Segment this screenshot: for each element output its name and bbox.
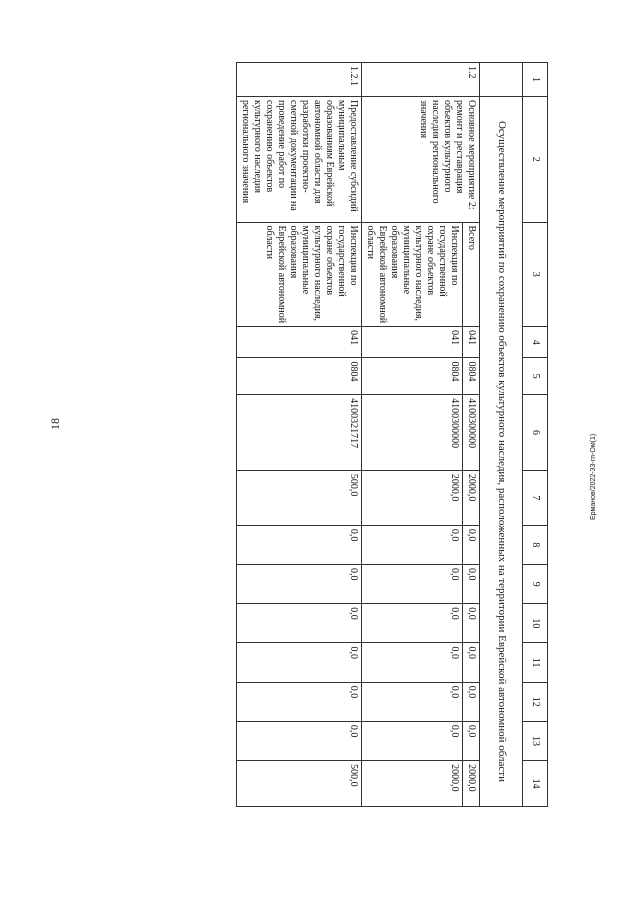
- value-cell: 500,0: [237, 470, 362, 525]
- header-cell: 2: [523, 96, 548, 222]
- value-cell: 0,0: [463, 565, 480, 604]
- value-cell: 0804: [362, 358, 463, 395]
- executor-cell: Инспекция по государственной охране объектов культурного наследия, муниципальные образования Еврейской автономной области: [237, 222, 362, 327]
- measure-name: Основное мероприятие 2: ремонт и реставрация объектов культурного наследия регионального значения: [362, 96, 480, 222]
- header-cell: 6: [523, 395, 548, 471]
- value-cell: 2000,0: [463, 470, 480, 525]
- footer-code: Ерманов/2022-33-гп-Ом(1): [590, 433, 597, 520]
- value-cell: 500,0: [237, 761, 362, 807]
- value-cell: 041: [463, 327, 480, 358]
- value-cell: 0,0: [362, 604, 463, 643]
- value-cell: 2000,0: [362, 470, 463, 525]
- row-number: 1.2: [362, 63, 480, 97]
- value-cell: 0,0: [237, 682, 362, 721]
- value-cell: 0,0: [237, 604, 362, 643]
- row-number: 1.2.1: [237, 63, 362, 97]
- table-row: [237, 63, 362, 807]
- executor-cell: Инспекция по государственной охране объектов культурного наследия, муниципальные образования Еврейской автономной области: [362, 222, 463, 327]
- header-cell: 13: [523, 721, 548, 760]
- header-cell: 12: [523, 682, 548, 721]
- value-cell: 0,0: [362, 565, 463, 604]
- measure-name: Предоставление субсидий муниципальным образованиям Еврейской автономной области для разработки проектно-сметной документации на проведение работ по сохранению объектов культурного наследия регионального значения: [237, 96, 362, 222]
- section-title: Осуществление мероприятий по сохранению объектов культурного наследия, расположенных на территории Еврейской автономной области: [480, 96, 523, 806]
- value-cell: 0,0: [463, 643, 480, 682]
- empty-cell: [480, 63, 523, 97]
- header-cell: 9: [523, 565, 548, 604]
- budget-table: [236, 62, 548, 807]
- value-cell: 4100300000: [463, 395, 480, 471]
- header-cell: 7: [523, 470, 548, 525]
- value-cell: 0,0: [237, 525, 362, 564]
- executor-cell: Всего: [463, 222, 480, 327]
- value-cell: 0,0: [362, 525, 463, 564]
- header-cell: 4: [523, 327, 548, 358]
- table-row: [463, 63, 480, 807]
- header-cell: 11: [523, 643, 548, 682]
- header-cell: 8: [523, 525, 548, 564]
- header-cell: 5: [523, 358, 548, 395]
- section-title-row: [480, 63, 523, 807]
- value-cell: 4100300000: [362, 395, 463, 471]
- value-cell: 0,0: [362, 643, 463, 682]
- value-cell: 0804: [463, 358, 480, 395]
- value-cell: 041: [237, 327, 362, 358]
- column-numbers-row: [523, 63, 548, 807]
- value-cell: 4100321717: [237, 395, 362, 471]
- value-cell: 0,0: [463, 682, 480, 721]
- value-cell: 2000,0: [463, 761, 480, 807]
- table-wrapper: [236, 62, 548, 807]
- value-cell: 0,0: [463, 604, 480, 643]
- header-cell: 1: [523, 63, 548, 97]
- page-number: 18: [48, 418, 62, 430]
- value-cell: 041: [362, 327, 463, 358]
- value-cell: 0,0: [362, 682, 463, 721]
- value-cell: 0,0: [463, 525, 480, 564]
- value-cell: 2000,0: [362, 761, 463, 807]
- header-cell: 14: [523, 761, 548, 807]
- header-cell: 10: [523, 604, 548, 643]
- value-cell: 0,0: [237, 721, 362, 760]
- value-cell: 0,0: [362, 721, 463, 760]
- value-cell: 0,0: [237, 643, 362, 682]
- value-cell: 0,0: [237, 565, 362, 604]
- value-cell: 0,0: [463, 721, 480, 760]
- header-cell: 3: [523, 222, 548, 327]
- value-cell: 0804: [237, 358, 362, 395]
